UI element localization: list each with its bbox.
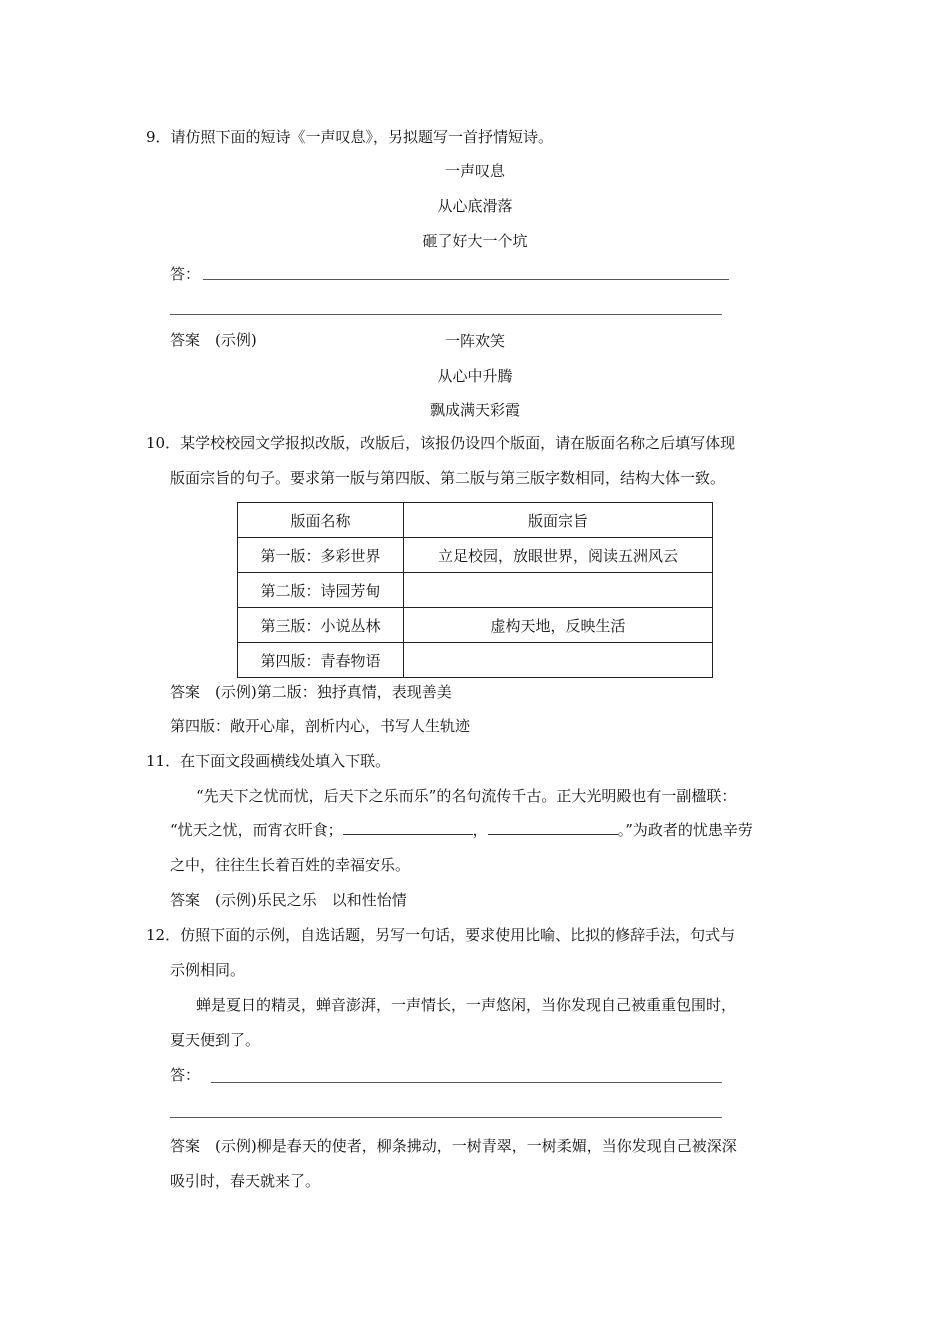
question-9-prompt: 9．请仿照下面的短诗《一声叹息》，另拟题写一首抒情短诗。 bbox=[146, 128, 554, 146]
poem-line-3: 砸了好大一个坑 bbox=[422, 232, 528, 250]
answer-line bbox=[203, 279, 729, 280]
answer-key: 答案 (示例)乐民之乐 以和性怡情 bbox=[170, 891, 407, 909]
passage-text: “忧天之忧，而宵衣旰食； bbox=[170, 821, 343, 839]
answer-line bbox=[170, 314, 722, 315]
table-header-row bbox=[238, 503, 713, 538]
question-11-prompt: 11．在下面文段画横线处填入下联。 bbox=[146, 752, 391, 770]
passage-text: 。”为政者的忧患辛劳 bbox=[617, 821, 753, 839]
answer-key-cont: 吸引时，春天就来了。 bbox=[170, 1172, 321, 1190]
example-line-2: 夏天便到了。 bbox=[170, 1031, 261, 1049]
table-row bbox=[238, 608, 713, 643]
fill-blank bbox=[343, 820, 473, 835]
table-cell: 立足校园，放眼世界，阅读五洲风云 bbox=[404, 538, 713, 573]
answer-line bbox=[170, 1117, 722, 1118]
answer-key-cont: 第四版：敞开心扉，剖析内心，书写人生轨迹 bbox=[170, 717, 471, 735]
fill-blank bbox=[488, 820, 618, 835]
table-header: 版面宗旨 bbox=[404, 503, 713, 538]
table-cell: 第三版：小说丛林 bbox=[238, 608, 404, 643]
table-cell bbox=[404, 643, 713, 678]
answer-line bbox=[211, 1082, 722, 1083]
table-header: 版面名称 bbox=[238, 503, 404, 538]
answer-key: 答案 (示例)第二版：独抒真情，表现善美 bbox=[170, 683, 452, 701]
passage-line-1: “先天下之忧而忧，后天下之乐而乐”的名句流传千古。正大光明殿也有一副楹联： bbox=[196, 787, 737, 805]
passage-text: ， bbox=[472, 821, 488, 839]
table-cell: 虚构天地，反映生活 bbox=[404, 608, 713, 643]
table-cell: 第一版：多彩世界 bbox=[238, 538, 404, 573]
question-10-prompt-cont: 版面宗旨的句子。要求第一版与第四版、第二版与第三版字数相同，结构大体一致。 bbox=[170, 469, 726, 487]
question-12-prompt: 12．仿照下面的示例，自选话题，另写一句话，要求使用比喻、比拟的修辞手法，句式与 bbox=[146, 926, 736, 944]
answer-key-label: 答案 (示例) bbox=[170, 331, 257, 349]
passage-line-2 bbox=[170, 820, 753, 840]
table-cell bbox=[404, 573, 713, 608]
layout-table bbox=[237, 502, 713, 678]
key-poem-line-3: 飘成满天彩霞 bbox=[429, 401, 520, 419]
key-poem-line-2: 从心中升腾 bbox=[437, 367, 513, 385]
table-cell: 第二版：诗园芳甸 bbox=[238, 573, 404, 608]
key-poem-line-1: 一阵欢笑 bbox=[444, 332, 505, 350]
poem-line-2: 从心底滑落 bbox=[437, 197, 513, 215]
table-row bbox=[238, 643, 713, 678]
question-10-prompt: 10．某学校校园文学报拟改版，改版后，该报仍设四个版面，请在版面名称之后填写体现 bbox=[146, 434, 736, 452]
table-row bbox=[238, 573, 713, 608]
answer-label: 答： bbox=[170, 1066, 201, 1084]
example-line-1: 蝉是夏日的精灵，蝉音澎湃，一声情长，一声悠闲，当你发现自己被重重包围时， bbox=[196, 996, 737, 1014]
table-cell: 第四版：青春物语 bbox=[238, 643, 404, 678]
answer-key: 答案 (示例)柳是春天的使者，柳条拂动，一树青翠，一树柔媚，当你发现自己被深深 bbox=[170, 1137, 737, 1155]
answer-label: 答： bbox=[170, 265, 201, 283]
poem-line-1: 一声叹息 bbox=[444, 162, 505, 180]
passage-line-3: 之中，往往生长着百姓的幸福安乐。 bbox=[170, 856, 411, 874]
table-row bbox=[238, 538, 713, 573]
question-12-prompt-cont: 示例相同。 bbox=[170, 961, 246, 979]
